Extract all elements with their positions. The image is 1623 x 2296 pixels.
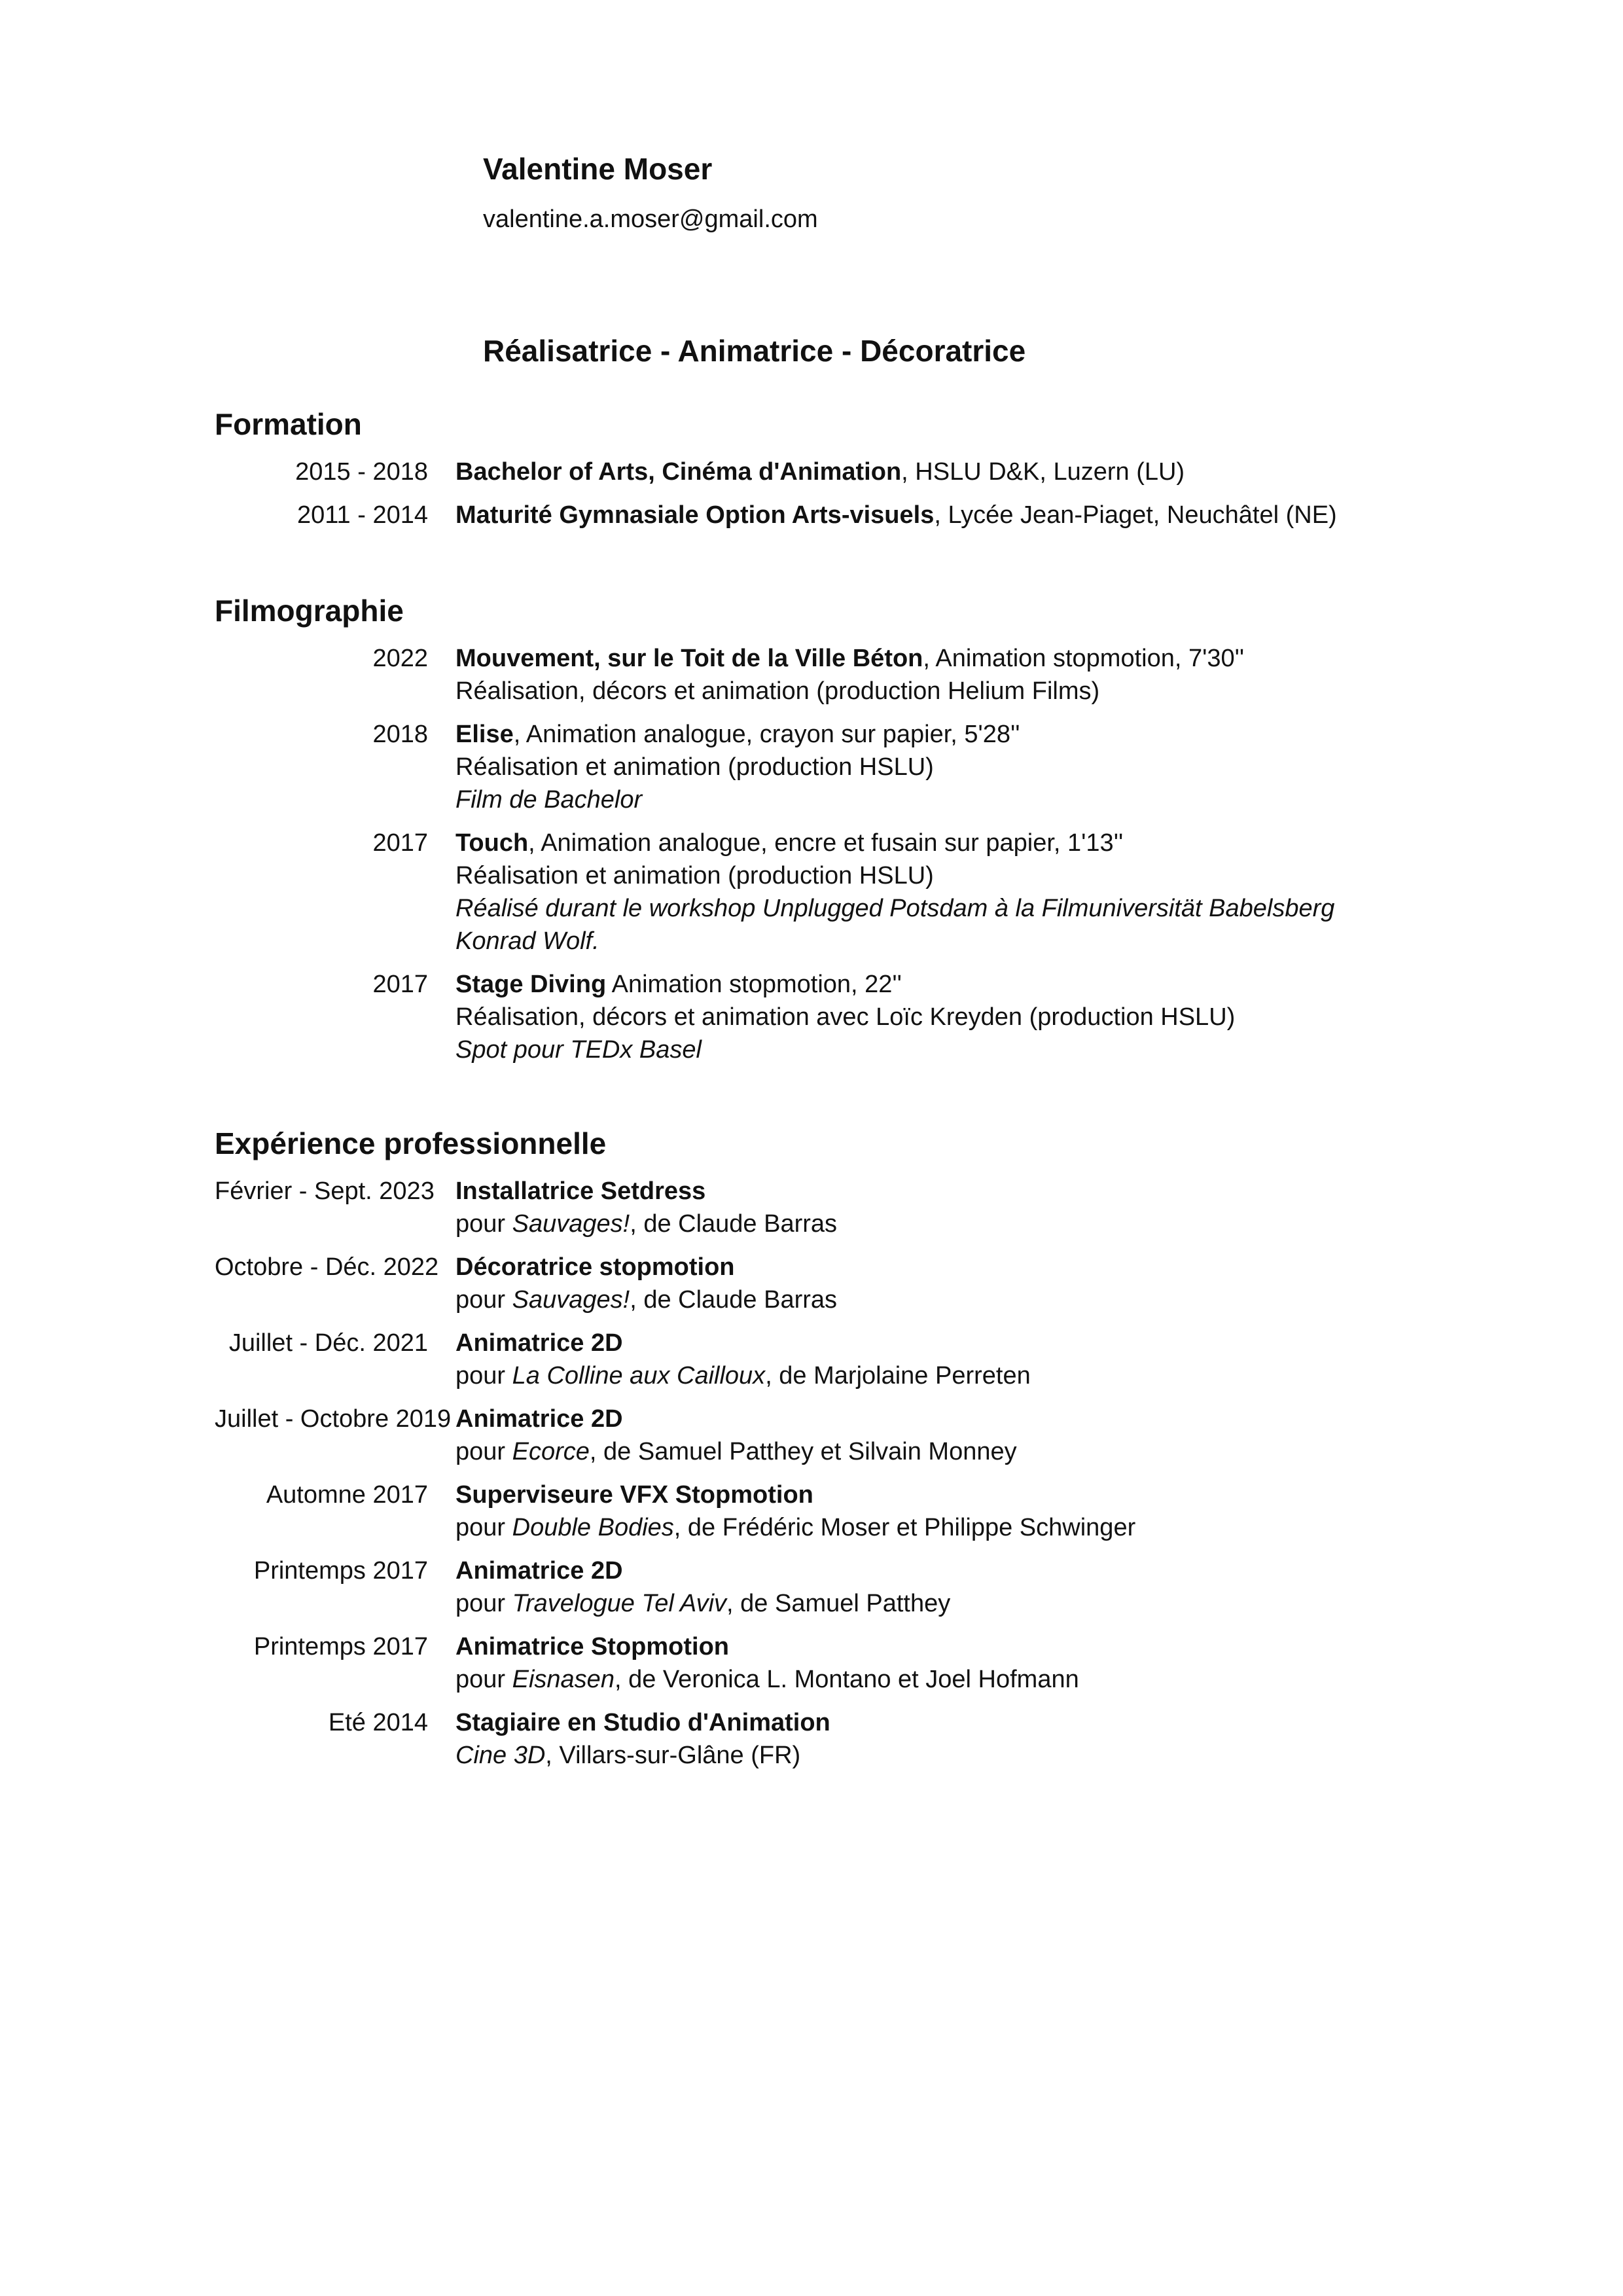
project-director: , de Samuel Patthey et Silvain Monney	[589, 1438, 1017, 1465]
project-name: Sauvages!	[512, 1210, 630, 1238]
section-experience	[215, 1124, 1458, 1782]
film-entry	[215, 827, 1458, 958]
film-title: Stage Diving	[455, 971, 607, 998]
entry-date: Eté 2014	[328, 1709, 428, 1736]
entry-body	[455, 642, 1458, 708]
job-prefix: pour	[455, 1438, 512, 1465]
entry-date: Automne 2017	[266, 1481, 428, 1509]
entry-date: 2017	[372, 829, 428, 857]
project-director: , de Samuel Patthey	[726, 1590, 951, 1617]
job-prefix: pour	[455, 1666, 512, 1693]
entry-body	[455, 1630, 1458, 1696]
job-title: Animatrice 2D	[455, 1329, 623, 1357]
job-prefix: pour	[455, 1210, 512, 1238]
email-address: valentine.a.moser@gmail.com	[483, 206, 818, 233]
film-title-line	[455, 968, 1458, 1001]
job-title: Décoratrice stopmotion	[455, 1253, 735, 1281]
entry-date: 2018	[372, 721, 428, 748]
entry-body	[455, 1251, 1458, 1316]
job-title: Installatrice Setdress	[455, 1177, 706, 1205]
entry-body	[455, 1706, 1458, 1772]
film-details: , Animation stopmotion, 7'30''	[923, 645, 1245, 672]
entry-body	[455, 1175, 1458, 1240]
job-project	[455, 1435, 1458, 1468]
entry-title: Maturité Gymnasiale Option Arts-visuels	[455, 501, 935, 529]
entry-date: Octobre - Déc. 2022	[215, 1253, 439, 1281]
film-title: Touch	[455, 829, 529, 857]
entry-date: 2017	[372, 971, 428, 998]
section-filmographie	[215, 591, 1458, 1077]
role-title: Réalisatrice - Animatrice - Décoratrice	[483, 334, 1026, 368]
film-details: , Animation analogue, crayon sur papier, 5'28''	[513, 721, 1020, 748]
entry-date: Printemps 2017	[253, 1633, 428, 1660]
entry-details: , HSLU D&K, Luzern (LU)	[901, 458, 1185, 486]
project-director: , de Claude Barras	[630, 1210, 838, 1238]
job-title: Superviseure VFX Stopmotion	[455, 1481, 813, 1509]
cv-header	[483, 149, 818, 236]
section-formation	[215, 404, 1458, 542]
entry-body	[455, 1554, 1458, 1620]
job-prefix: pour	[455, 1514, 512, 1541]
experience-entry	[215, 1479, 1458, 1544]
section-title-filmographie: Filmographie	[215, 594, 404, 628]
film-entry	[215, 968, 1458, 1066]
entry-date: Juillet - Déc. 2021	[228, 1329, 428, 1357]
film-credits: Réalisation, décors et animation avec Loïc Kreyden (production HSLU)	[455, 1003, 1236, 1031]
job-title: Animatrice 2D	[455, 1557, 623, 1585]
section-title-formation: Formation	[215, 407, 362, 441]
film-title-line	[455, 827, 1458, 859]
job-title: Animatrice Stopmotion	[455, 1633, 730, 1660]
job-project	[455, 1663, 1458, 1696]
film-title: Elise	[455, 721, 514, 748]
entry-body	[455, 968, 1458, 1066]
experience-entry	[215, 1630, 1458, 1696]
project-director: , de Frédéric Moser et Philippe Schwinger	[673, 1514, 1136, 1541]
experience-entry	[215, 1327, 1458, 1392]
experience-entry	[215, 1175, 1458, 1240]
project-name: Cine 3D	[455, 1742, 546, 1769]
entry-body	[455, 1403, 1458, 1468]
entry-date: 2022	[372, 645, 428, 672]
entry-body	[455, 718, 1458, 816]
film-entry	[215, 642, 1458, 708]
film-note: Film de Bachelor	[455, 786, 643, 814]
entry-body	[455, 827, 1458, 958]
film-credits: Réalisation et animation (production HSLU)	[455, 862, 934, 889]
experience-entry	[215, 1403, 1458, 1468]
job-prefix: pour	[455, 1362, 512, 1390]
entry-details: , Lycée Jean-Piaget, Neuchâtel (NE)	[934, 501, 1337, 529]
project-name: Double Bodies	[512, 1514, 674, 1541]
entry-body	[455, 1327, 1458, 1392]
entry-date: 2011 - 2014	[296, 501, 428, 529]
film-title-line	[455, 642, 1458, 675]
project-director: , de Marjolaine Perreten	[765, 1362, 1031, 1390]
job-project	[455, 1208, 1458, 1240]
job-project	[455, 1283, 1458, 1316]
project-name: Sauvages!	[512, 1286, 630, 1314]
formation-entry	[215, 456, 1458, 488]
film-credits: Réalisation et animation (production HSLU)	[455, 753, 934, 781]
job-title: Stagiaire en Studio d'Animation	[455, 1709, 830, 1736]
experience-entry	[215, 1554, 1458, 1620]
project-name: La Colline aux Cailloux	[512, 1362, 766, 1390]
entry-date: 2015 - 2018	[295, 458, 428, 486]
film-note: Spot pour TEDx Basel	[455, 1036, 702, 1064]
formation-entry	[215, 499, 1458, 531]
project-name: Travelogue Tel Aviv	[512, 1590, 727, 1617]
entry-body	[455, 499, 1458, 531]
entry-date: Juillet - Octobre 2019	[215, 1405, 452, 1433]
film-title: Mouvement, sur le Toit de la Ville Béton	[455, 645, 923, 672]
entry-date: Printemps 2017	[253, 1557, 428, 1585]
project-director: , de Veronica L. Montano et Joel Hofmann	[614, 1666, 1079, 1693]
entry-title: Bachelor of Arts, Cinéma d'Animation	[455, 458, 902, 486]
project-name: Ecorce	[512, 1438, 590, 1465]
person-name: Valentine Moser	[483, 152, 713, 186]
job-project	[455, 1739, 1458, 1772]
job-prefix: pour	[455, 1590, 512, 1617]
film-credits: Réalisation, décors et animation (production Helium Films)	[455, 677, 1100, 705]
experience-entry	[215, 1706, 1458, 1772]
film-note: Réalisé durant le workshop Unplugged Potsdam à la Filmuniversität Babelsberg Konrad Wolf.	[455, 895, 1335, 955]
film-details: Animation stopmotion, 22''	[606, 971, 902, 998]
job-project	[455, 1511, 1458, 1544]
project-name: Eisnasen	[512, 1666, 615, 1693]
entry-date: Février - Sept. 2023	[215, 1177, 435, 1205]
film-title-line	[455, 718, 1458, 751]
job-project	[455, 1359, 1458, 1392]
job-prefix: pour	[455, 1286, 512, 1314]
experience-entry	[215, 1251, 1458, 1316]
project-director: , de Claude Barras	[630, 1286, 838, 1314]
entry-body	[455, 456, 1458, 488]
project-location: , Villars-sur-Glâne (FR)	[545, 1742, 801, 1769]
film-details: , Animation analogue, encre et fusain sur papier, 1'13''	[528, 829, 1124, 857]
section-title-experience: Expérience professionnelle	[215, 1126, 607, 1160]
job-title: Animatrice 2D	[455, 1405, 623, 1433]
entry-body	[455, 1479, 1458, 1544]
job-project	[455, 1587, 1458, 1620]
film-entry	[215, 718, 1458, 816]
